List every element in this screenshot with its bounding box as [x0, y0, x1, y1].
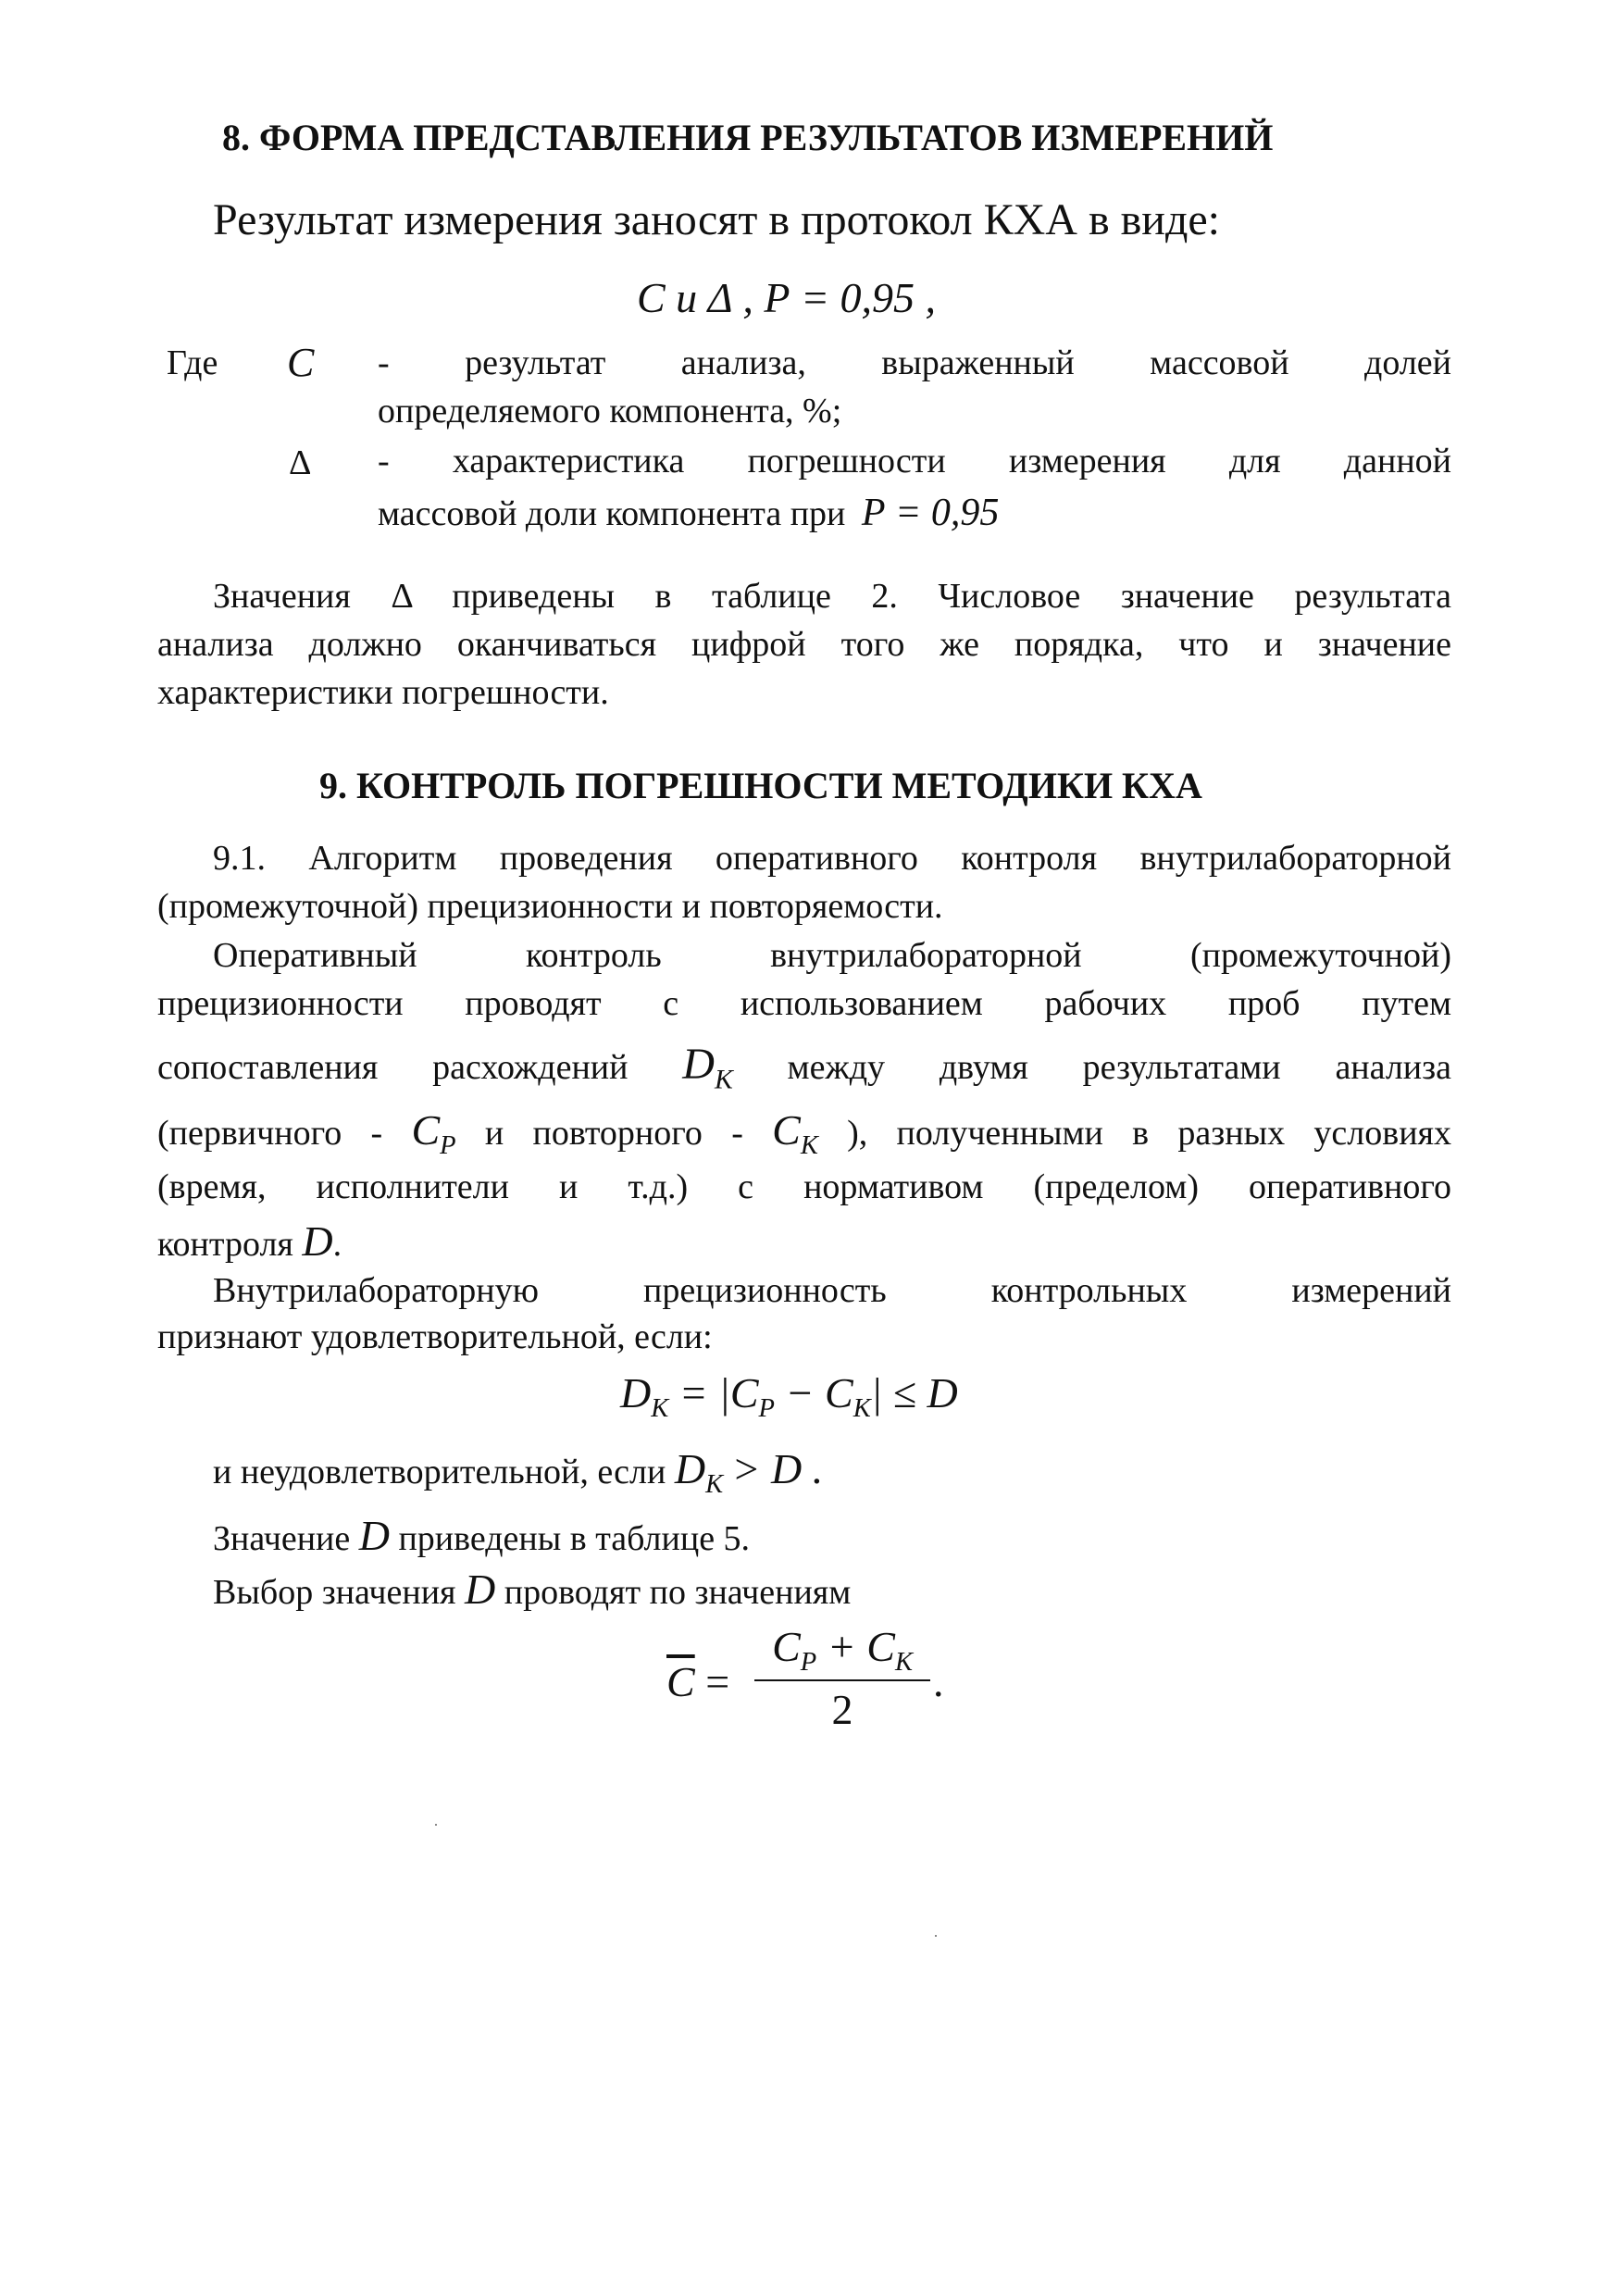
mean-lhs [666, 1657, 729, 1706]
formula-part: > D . [731, 1445, 824, 1492]
k-subscript: К [705, 1469, 724, 1499]
k-subscript: К [894, 1647, 913, 1677]
section-8-intro: Результат измерения заносят в протокол КХА в виде: [213, 195, 1221, 244]
def-delta-symbol: Δ [289, 443, 312, 482]
section-8-para-line1 [213, 576, 1451, 617]
s9-p1-line2: (промежуточной) прецизионности и повторяемости. [157, 887, 943, 926]
section-8-para-line2: анализа должно оканчиваться цифрой того же порядка, что и значение [157, 625, 1451, 664]
para-text: (первичного - [157, 1114, 383, 1153]
para-text: приведены в таблице 2. Числовое значение результата [452, 577, 1452, 616]
precision-condition-formula [620, 1368, 958, 1424]
cp-symbol [411, 1106, 456, 1160]
para-text: контроля [157, 1225, 293, 1264]
fraction-bar [754, 1679, 930, 1681]
formula-part: | ≤ D [870, 1369, 958, 1416]
c-bar: С [666, 1658, 695, 1705]
s9-p2-line4 [157, 1105, 1451, 1161]
para-text: проводят по значениям [504, 1573, 852, 1612]
d-letter: D [620, 1369, 652, 1416]
where-label: Где [167, 343, 218, 382]
mean-fraction [754, 1622, 930, 1734]
d-symbol: D [302, 1217, 333, 1265]
formula-part: + С [816, 1623, 895, 1670]
dk-symbol [682, 1040, 733, 1095]
s9-p2-line5: (время, исполнители и т.д.) с нормативом (пределом) оперативного [157, 1167, 1451, 1206]
d-letter: D [682, 1040, 715, 1089]
s9-p2-line2: прецизионности проводят с использованием рабочих проб путем [157, 984, 1451, 1023]
k-subscript: К [651, 1393, 669, 1423]
d-symbol: D [358, 1512, 390, 1559]
def-delta-line1: - характеристика погрешности измерения для данной [378, 442, 1451, 480]
s9-p5 [213, 1511, 750, 1560]
d-symbol: D [465, 1566, 496, 1613]
section-8-para-line3: характеристики погрешности. [157, 673, 609, 712]
mean-period: . [933, 1658, 944, 1705]
ck-symbol [772, 1106, 818, 1160]
para-text: между двумя результатами анализа [787, 1048, 1452, 1087]
s9-p1-line1: 9.1. Алгоритм проведения оперативного контроля внутрилабораторной [213, 839, 1451, 878]
def-delta-p: Р = 0,95 [861, 492, 1000, 534]
p-subscript: Р [758, 1393, 775, 1423]
para-text: сопоставления расхождений [157, 1048, 629, 1087]
s9-p2-line1: Оперативный контроль внутрилабораторной (промежуточной) [213, 936, 1451, 975]
d-letter: D [674, 1445, 706, 1492]
para-text: Выбор значения [213, 1573, 456, 1612]
para-text: и неудовлетворительной, если [213, 1453, 666, 1491]
c-letter: С [772, 1106, 801, 1154]
p-subscript: Р [440, 1130, 456, 1160]
s9-p4 [213, 1444, 823, 1500]
s9-p3-line2: признают удовлетворительной, если: [157, 1317, 713, 1356]
c-letter: С [772, 1623, 801, 1670]
def-delta-line2 [378, 491, 999, 535]
delta-symbol: Δ [391, 577, 412, 616]
def-c-line2: определяемого компонента, %; [378, 392, 842, 430]
def-c-symbol: С [287, 340, 315, 385]
para-text: приведены в таблице 5. [398, 1519, 751, 1558]
para-text: . [332, 1225, 342, 1264]
k-subscript: К [800, 1130, 818, 1160]
formula-part: − С [774, 1369, 853, 1416]
section-9-heading: 9. КОНТРОЛЬ ПОГРЕШНОСТИ МЕТОДИКИ КХА [319, 765, 1202, 806]
para-text: ), полученными в разных условиях [847, 1114, 1452, 1153]
formula-part: = |С [668, 1369, 759, 1416]
section-8-heading: 8. ФОРМА ПРЕДСТАВЛЕНИЯ РЕЗУЛЬТАТОВ ИЗМЕРЕНИЙ [222, 117, 1274, 158]
k-subscript: К [853, 1393, 871, 1423]
fraction-denominator: 2 [831, 1685, 853, 1733]
p-subscript: Р [800, 1647, 817, 1677]
scan-speck [935, 1935, 937, 1937]
scan-speck [435, 1824, 437, 1826]
para-text: Значения [213, 577, 351, 616]
result-formula: С и Δ , Р = 0,95 , [637, 274, 936, 321]
fraction-numerator [754, 1622, 930, 1678]
s9-p2-line3 [157, 1039, 1451, 1095]
s9-p2-line6 [157, 1217, 342, 1266]
s9-p3-line1: Внутрилабораторную прецизионность контрольных измерений [213, 1271, 1451, 1310]
para-text: Значение [213, 1519, 351, 1558]
s9-p6 [213, 1565, 851, 1614]
dk-symbol [674, 1445, 724, 1499]
para-text: и повторного - [484, 1114, 743, 1153]
k-subscript: К [714, 1064, 733, 1095]
def-c-line1: - результат анализа, выраженный массовой долей [378, 343, 1451, 382]
equals-sign: = [705, 1658, 730, 1705]
c-letter: С [411, 1106, 441, 1154]
def-delta-text: массовой доли компонента при [378, 494, 846, 533]
